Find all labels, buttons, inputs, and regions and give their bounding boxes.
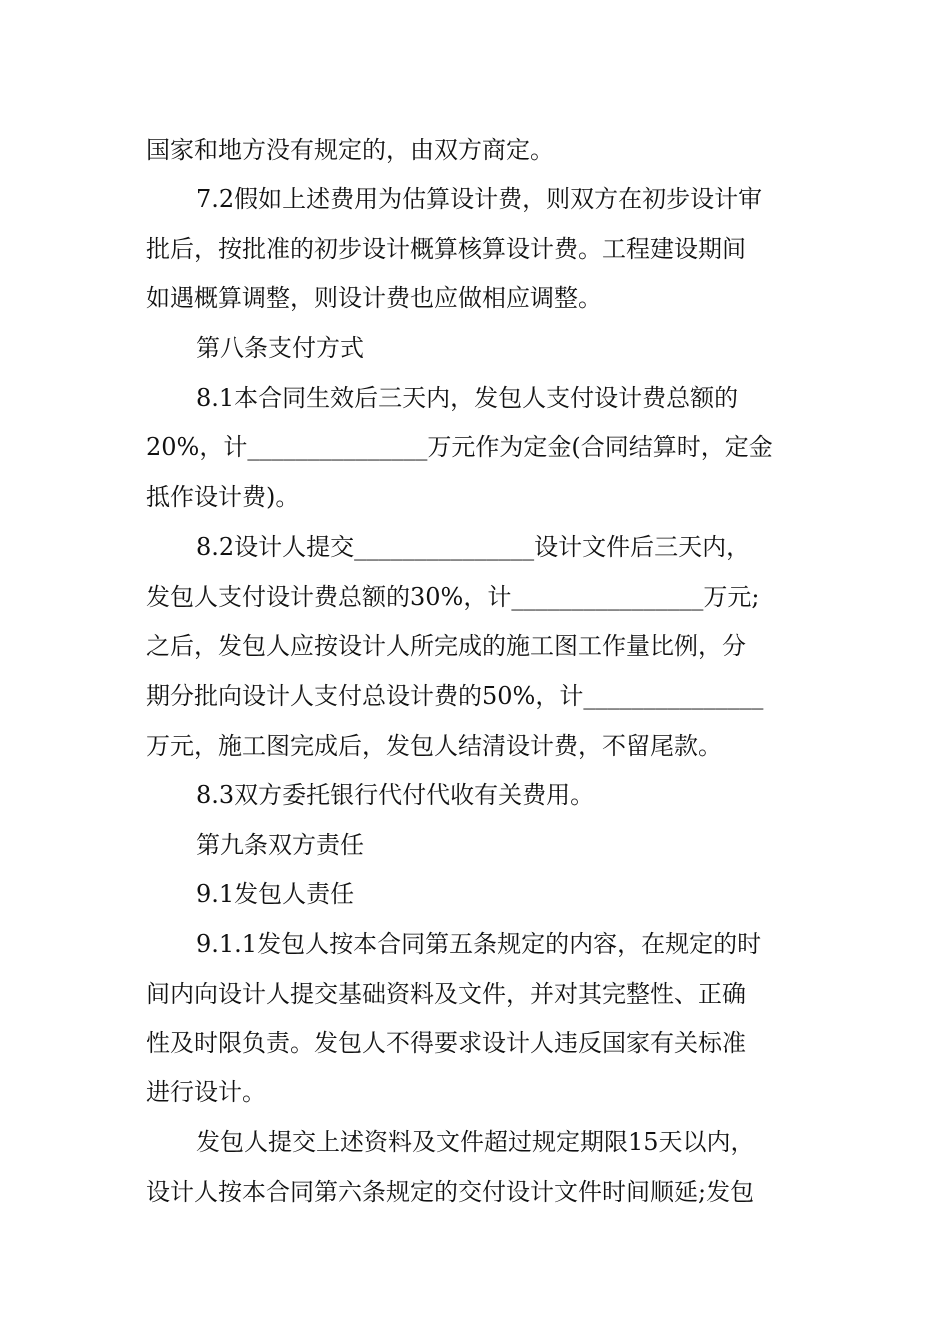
text-line	[0, 427, 950, 467]
text-line	[0, 229, 950, 269]
line-text: 9.1.1发包人按本合同第五条规定的内容，在规定的时	[196, 930, 762, 958]
line-text: 抵作设计费)。	[146, 483, 300, 511]
section-heading	[0, 328, 950, 368]
text-line	[0, 775, 950, 815]
line-text: 8.3双方委托银行代付代收有关费用。	[196, 781, 595, 809]
line-text: 8.2设计人提交_______________设计文件后三天内，	[196, 533, 751, 561]
line-text: 发包人支付设计费总额的30%，计________________万元;	[146, 583, 760, 611]
text-line	[0, 974, 950, 1014]
text-line	[0, 1023, 950, 1063]
line-text: 进行设计。	[146, 1078, 266, 1106]
text-line	[0, 1172, 950, 1212]
line-text: 第九条双方责任	[196, 831, 364, 859]
line-text: 7.2假如上述费用为估算设计费，则双方在初步设计审	[196, 185, 763, 213]
line-text: 间内向设计人提交基础资料及文件，并对其完整性、正确	[146, 980, 746, 1008]
text-line	[0, 726, 950, 766]
text-line	[0, 577, 950, 617]
line-text: 第八条支付方式	[196, 334, 364, 362]
subsection-heading	[0, 874, 950, 914]
text-line	[0, 1122, 950, 1162]
line-text: 设计人按本合同第六条规定的交付设计文件时间顺延;发包	[146, 1178, 755, 1206]
line-text: 万元，施工图完成后，发包人结清设计费，不留尾款。	[146, 732, 722, 760]
line-text: 性及时限负责。发包人不得要求设计人违反国家有关标准	[146, 1029, 746, 1057]
line-text: 国家和地方没有规定的，由双方商定。	[146, 136, 554, 164]
line-text: 批后，按批准的初步设计概算核算设计费。工程建设期间	[146, 235, 746, 263]
text-line	[0, 676, 950, 716]
text-line	[0, 1072, 950, 1112]
line-text: 8.1本合同生效后三天内，发包人支付设计费总额的	[196, 384, 739, 412]
text-line	[0, 924, 950, 964]
section-heading	[0, 825, 950, 865]
text-line	[0, 626, 950, 666]
text-line	[0, 179, 950, 219]
text-line	[0, 278, 950, 318]
line-text: 9.1发包人责任	[196, 880, 355, 908]
text-line	[0, 477, 950, 517]
text-line	[0, 527, 950, 567]
line-text: 之后，发包人应按设计人所完成的施工图工作量比例，分	[146, 632, 746, 660]
line-text: 期分批向设计人支付总设计费的50%，计_______________	[146, 682, 764, 710]
line-text: 如遇概算调整，则设计费也应做相应调整。	[146, 284, 602, 312]
line-text: 发包人提交上述资料及文件超过规定期限15天以内，	[196, 1128, 755, 1156]
text-line	[0, 130, 950, 170]
text-line	[0, 378, 950, 418]
line-text: 20%，计_______________万元作为定金(合同结算时，定金	[146, 433, 773, 461]
